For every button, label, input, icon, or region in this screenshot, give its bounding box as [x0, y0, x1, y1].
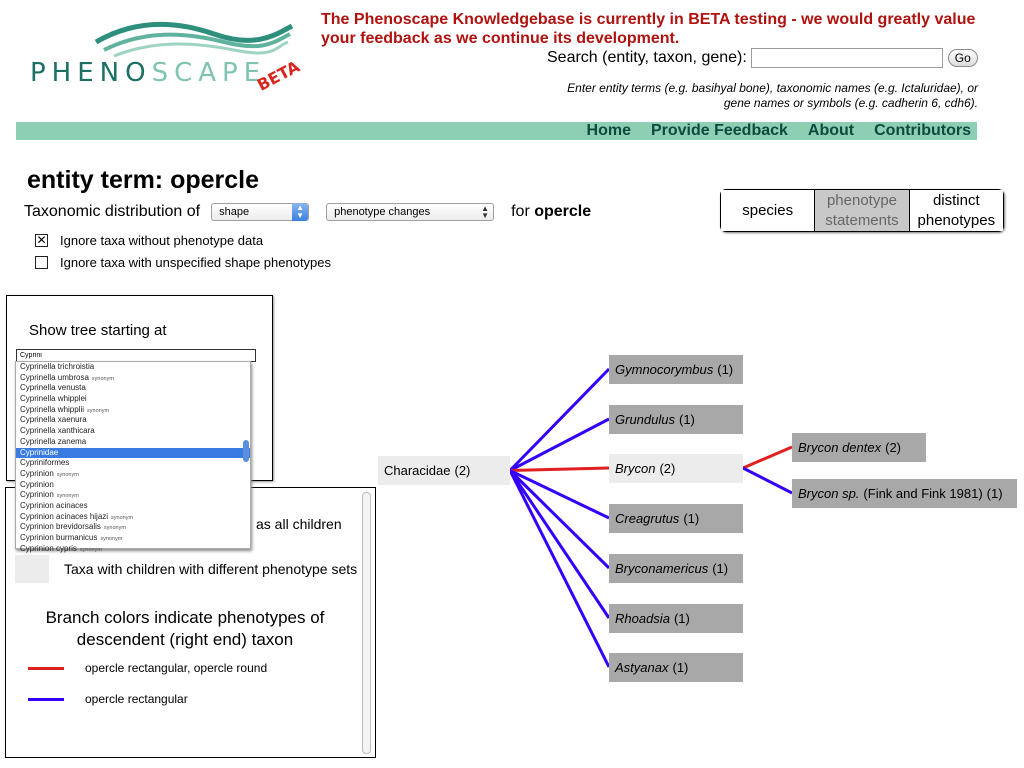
taxon-option[interactable]: Cyprinion acinaces — [20, 500, 88, 510]
tree-node-child[interactable]: Bryconamericus (1) — [609, 554, 743, 583]
taxon-option[interactable]: Cyprinella whipplii synonym — [20, 404, 110, 414]
taxon-option[interactable]: Cyprinion synonym — [20, 490, 79, 500]
nav-about[interactable]: About — [807, 122, 855, 139]
facet-select-value: shape — [219, 206, 250, 218]
tree-chooser-title: Show tree starting at — [29, 322, 167, 339]
tree-branch — [510, 471, 609, 569]
taxon-option[interactable]: Cyprinella venusta — [20, 383, 86, 393]
beta-notice: The Phenoscape Knowledgebase is currently in BETA testing - we would greatly value your feedback as we continue its development. — [321, 11, 976, 47]
suggestion-scroll-thumb[interactable] — [243, 440, 249, 462]
result-type-select-value: phenotype changes — [334, 206, 431, 218]
distribution-label: Taxonomic distribution of — [24, 203, 201, 220]
tree-node-grandchild[interactable]: Brycon sp. (Fink and Fink 1981) (1) — [792, 479, 1017, 508]
tree-branch — [510, 471, 609, 668]
taxon-option[interactable]: Cyprinella umbrosa synonym — [20, 372, 114, 382]
taxon-option[interactable]: Cyprinella trichroistia — [20, 362, 95, 371]
taxon-option[interactable]: Cyprinion cypris synonym — [20, 543, 102, 553]
for-entity-label: for opercle — [511, 203, 592, 220]
tree-node-child[interactable]: Brycon (2) — [609, 454, 743, 483]
select-arrows-icon: ▲ ▼ — [481, 204, 490, 220]
tree-node-child[interactable]: Grundulus (1) — [609, 405, 743, 434]
tree-branch — [743, 447, 792, 468]
page-title: entity term: opercle — [27, 166, 260, 194]
taxon-option[interactable]: Cyprinion brevidorsalis synonym — [20, 522, 126, 532]
tree-branch — [510, 369, 609, 471]
tree-branch — [510, 419, 609, 471]
tree-node-grandchild[interactable]: Brycon dentex (2) — [792, 433, 926, 462]
taxon-option[interactable]: Cypriniformes — [20, 458, 70, 468]
logo-beta-badge: BETA — [254, 56, 303, 95]
toggle-phenotype-statements[interactable]: phenotype statements — [815, 190, 909, 231]
taxon-suggestion-list — [15, 361, 251, 553]
nav-home[interactable]: Home — [586, 122, 631, 139]
suggestion-scrollbar[interactable] — [243, 364, 249, 547]
taxon-option[interactable]: Cyprinion — [20, 479, 54, 489]
taxon-option[interactable]: Cyprinella xaenura — [20, 415, 87, 425]
tree-branch — [743, 468, 792, 493]
legend-diff-children-label: Taxa with children with different phenotype sets — [64, 561, 358, 577]
nav-contributors[interactable]: Contributors — [874, 122, 971, 139]
toggle-species[interactable]: species — [721, 190, 815, 231]
toggle-distinct-phenotypes[interactable]: distinct phenotypes — [910, 190, 1003, 231]
legend-blue-label: opercle rectangular — [85, 692, 188, 706]
taxon-option[interactable]: Cyprinion synonym — [20, 468, 79, 478]
tree-node-child[interactable]: Gymnocorymbus (1) — [609, 355, 743, 384]
taxon-option[interactable]: Cyprinion acinaces hijazi synonym — [20, 511, 134, 521]
taxon-option[interactable]: Cyprinion burmanicus synonym — [20, 533, 123, 542]
taxon-option[interactable]: Cyprinella zanema — [20, 436, 87, 446]
search-label: Search (entity, taxon, gene): — [547, 49, 747, 66]
taxon-option[interactable]: Cyprinella whipplei — [20, 394, 87, 404]
taxon-option[interactable]: Cyprinella xanthicara — [20, 426, 95, 436]
branch-legend-heading: Branch colors indicate phenotypes of descendent (right end) taxon — [45, 608, 325, 649]
legend-red-label: opercle rectangular, opercle round — [85, 661, 268, 675]
select-arrows-icon: ▲ ▼ — [292, 203, 308, 221]
logo-wordmark: PHENOSCAPE — [30, 58, 267, 88]
ignore-unspecified-label: Ignore taxa with unspecified shape phenotypes — [60, 255, 332, 270]
nav-provide-feedback[interactable]: Provide Feedback — [650, 122, 788, 139]
tree-node-child[interactable]: Rhoadsia (1) — [609, 604, 743, 633]
ignore-no-data-label: Ignore taxa without phenotype data — [60, 233, 264, 248]
tree-branch — [510, 468, 609, 471]
search-help-text: Enter entity terms (e.g. basihyal bone), taxonomic names (e.g. Ictaluridae), or gene names or symbols (e.g. cadherin 6, cdh6). — [567, 81, 978, 110]
go-button[interactable]: Go — [948, 49, 978, 67]
tree-node-child[interactable]: Creagrutus (1) — [609, 504, 743, 533]
taxon-option[interactable]: Cyprinidae — [16, 448, 250, 459]
tree-node-child[interactable]: Astyanax (1) — [609, 653, 743, 682]
ignore-no-data-checkbox[interactable]: ✕ — [36, 233, 47, 247]
tree-node-root[interactable]: Characidae (2) — [378, 456, 510, 485]
legend-same-children-label: as all children — [256, 516, 342, 532]
